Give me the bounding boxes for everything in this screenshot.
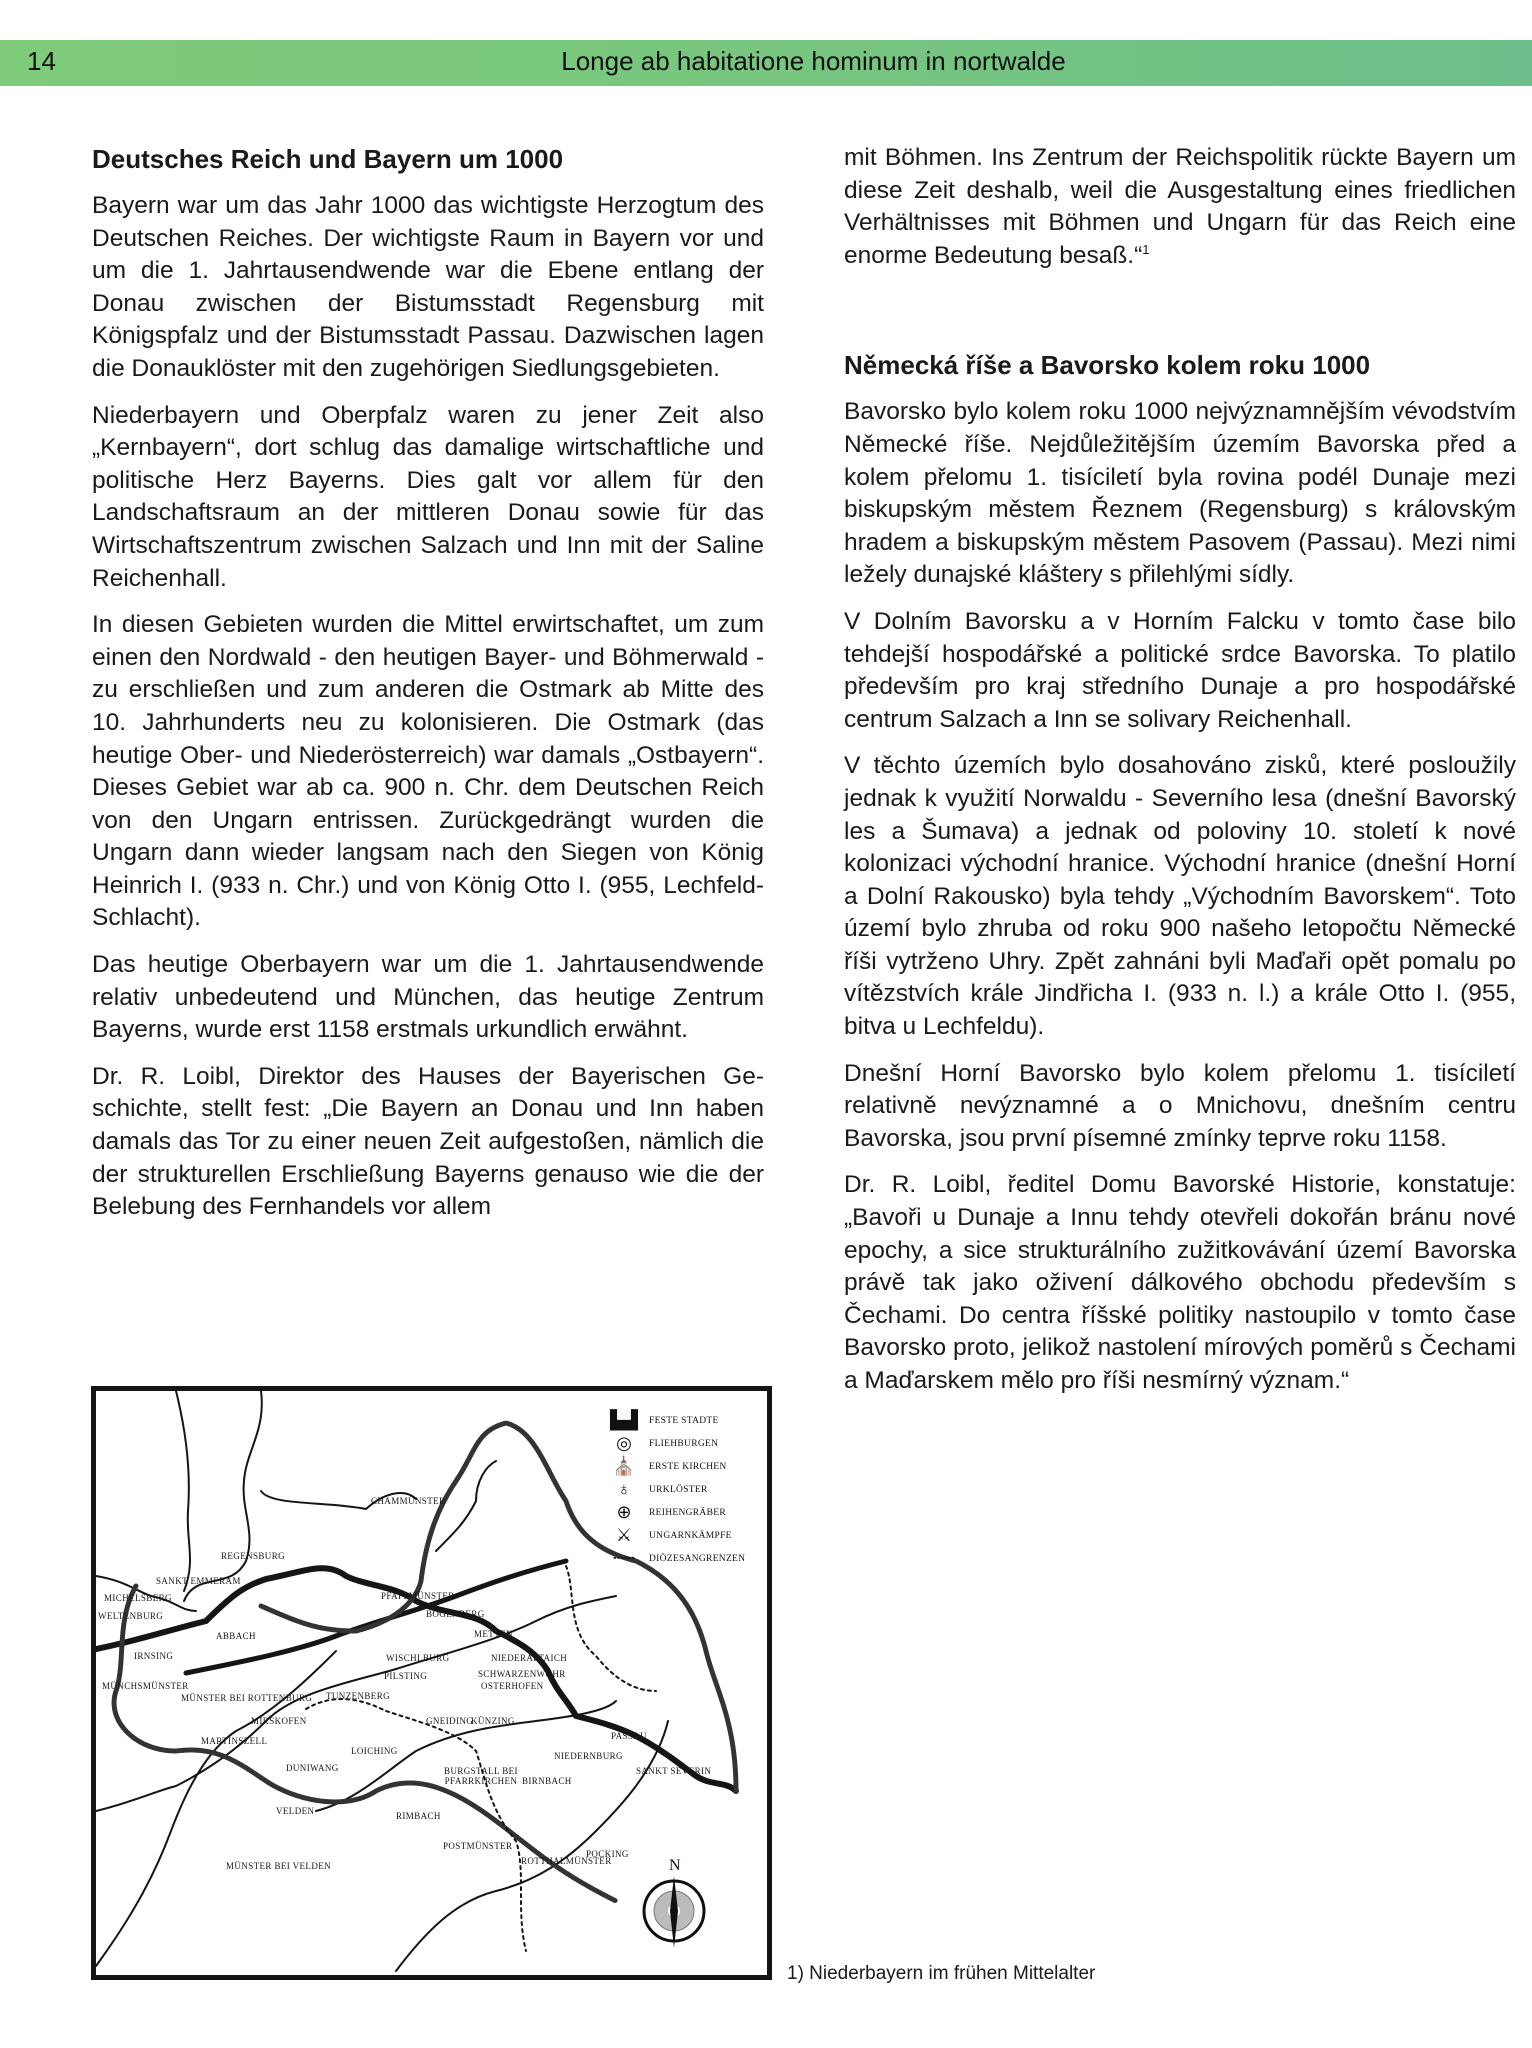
map-place-label: GNEIDING <box>426 1716 474 1726</box>
map-place-label: NIEDERNBURG <box>554 1751 623 1761</box>
german-quote-continuation <box>844 142 1516 272</box>
map-place-label: MÜNSTER BEI VELDEN <box>226 1861 332 1871</box>
german-paragraph: Dr. R. Loibl, Direktor des Hauses der Bayerischen Geschichte, stellt fest: „Die Bayern an Donau und Inn haben damals das Tor zu einer neuen Zeit aufgestoßen, nämlich die der strukturellen Erschließung Bayerns genauso wie die der Belebung des Fernhandels vor allem <box>92 1062 764 1221</box>
map-place-label: IRNSING <box>134 1651 174 1661</box>
map-place-label: SCHWARZENWÖHR <box>478 1669 566 1679</box>
legend-label: UNGARNKÄMPFE <box>649 1530 732 1541</box>
map-place-label: MARTINSZELL <box>201 1736 268 1746</box>
legend-label: FESTE STADTE <box>649 1415 719 1426</box>
map-place-label: SANKT SEVERIN <box>636 1766 712 1776</box>
map-place-label: CHAMMÜNSTER <box>371 1496 446 1506</box>
map-place-label: MÜNCHSMÜNSTER <box>102 1681 189 1691</box>
diocese-border <box>114 1586 616 1901</box>
legend-item <box>609 1524 749 1547</box>
refuge-castle-icon: ◎ <box>616 1433 632 1453</box>
legend-label: FLIEHBURGEN <box>649 1438 719 1449</box>
map-place-label: ABBACH <box>216 1631 256 1641</box>
running-title: Longe ab habitatione hominum in nortwalde <box>561 46 1066 76</box>
map-place-label: BURGSTALL BEI PFARRKIRCHEN <box>444 1766 518 1786</box>
german-paragraph: In diesen Gebieten wurden die Mittel erwirtschaftet, um zum einen den Nordwald - den heutigen Bayer- und Böhmerwald - zu erschließen und zum anderen die Ostmark ab Mitte des 10. Jahrhunderts neu zu kolonisieren. Die Ostmark (das heutige Ober- und Niederösterreich) war damals „Ostbayern“. Dieses Gebiet war ab ca. 900 n. Chr. dem Deutschen Reich von den Ungarn entrissen. Zurückgedrängt wurden die Ungarn dann wieder langsam nach den Siegen von König Heinrich I. (933 n. Chr.) und von König Otto I. (955, Lechfeld-Schlacht). <box>92 611 764 932</box>
dotted-boundary <box>306 1699 526 1951</box>
czech-paragraph: Bavorsko bylo kolem roku 1000 nejvýznamnějším vévodstvím Německé říše. Nejdůležitějším územím Bavorska před a kolem přelomu 1. tisíciletí byla rovina podél Dunaje mezi biskupským městem Řeznem (Regensburg) s královským hradem a biskupským městem Pasovem (Passau). Mezi nimi ležely dunajské kláštery s přilehlými sídly. <box>844 398 1516 589</box>
first-church-icon: ⛪ <box>612 1456 636 1476</box>
map-place-label: KÜNZING <box>471 1716 515 1726</box>
legend-label: REIHENGRÄBER <box>649 1507 726 1518</box>
map-place-label: DUNIWANG <box>286 1763 339 1773</box>
map-place-label: SANKT EMMERAM <box>156 1576 241 1586</box>
legend-item <box>609 1409 749 1432</box>
legend-item <box>609 1478 749 1501</box>
compass-rose-icon <box>634 1856 714 1951</box>
column-spacer <box>844 286 1516 348</box>
compass-north-label: N <box>669 1857 681 1874</box>
legend-item <box>609 1547 749 1570</box>
map-place-label: MIRSKOFEN <box>251 1716 307 1726</box>
fortified-town-icon: ▙▟ <box>610 1410 638 1430</box>
legend-label: URKLÖSTER <box>649 1484 708 1495</box>
map-place-label: POCKING <box>586 1849 629 1859</box>
river-line <box>176 1391 190 1591</box>
map-place-label: RIMBACH <box>396 1811 441 1821</box>
running-header <box>0 40 1532 86</box>
map-place-label: PILSTING <box>384 1671 428 1681</box>
footnote-marker: 1 <box>1142 241 1150 257</box>
map-place-label: NIEDERALTAICH <box>491 1653 568 1663</box>
german-paragraph: Niederbayern und Oberpfalz waren zu jener Zeit also „Kernbayern“, dort schlug das damalige wirtschaftliche und politische Herz Bayerns. Dies galt vor allem für den Landschaftsraum an der mittleren Donau sowie für das Wirtschaftszentrum zwischen Salzach und Inn mit der Saline Reichenhall. <box>92 401 764 592</box>
map-place-label: ROTTHALMÜNSTER <box>521 1856 612 1866</box>
czech-paragraph: Dnešní Horní Bavorsko bylo kolem přelomu 1. tisíciletí relativně nevýznamné a o Mnichovu, dnešním centru Bavorska, jsou první písemné zmínky teprve roku 1158. <box>844 1059 1516 1152</box>
crossed-swords-icon: ⚔ <box>615 1525 633 1545</box>
diocese-border-icon: ┄┄ <box>613 1548 635 1568</box>
map-place-label: BIRNBACH <box>522 1776 572 1786</box>
legend-item <box>609 1455 749 1478</box>
czech-section-heading: Německá říše a Bavorsko kolem roku 1000 <box>844 350 1371 381</box>
map-place-label: WISCHLBURG <box>386 1653 450 1663</box>
map-place-label: WELTENBURG <box>98 1611 164 1621</box>
czech-paragraph: Dr. R. Loibl, ředitel Domu Bavorské Historie, konstatuje: „Bavoři u Dunaje a Innu tehdy otevřeli dokořán bránu nové epochy, a sice strukturálního zužitkovávání území Bavorska právě tak jako oživení dálkového obchodu především s Čechami. Do centra říšské politiky nastoupilo v tomto čase Bavorsko proto, jelikož nastolení mírových poměrů s Čechami a Maďarskem mělo pro říši nesmírný význam.“ <box>844 1171 1516 1394</box>
german-paragraph: Bayern war um das Jahr 1000 das wichtigste Herzogtum des Deutschen Reiches. Der wichtigste Raum in Bayern vor und um die 1. Jahrtausendwende war die Ebene entlang der Donau zwischen der Bistumsstadt Regensburg mit Königspfalz und der Bistumsstadt Passau. Dazwischen lagen die Donauklöster mit den zugehörigen Siedlungsgebieten. <box>92 192 764 382</box>
row-grave-icon: ⊕ <box>616 1502 632 1522</box>
map-place-label: PASSAU <box>611 1731 648 1741</box>
map-place-label: REGENSBURG <box>221 1551 286 1561</box>
map-figure <box>91 1386 772 1980</box>
legend-label: DIÖZESANGRENZEN <box>649 1553 746 1564</box>
german-column <box>92 142 764 1238</box>
czech-column <box>844 142 1516 1412</box>
map-place-label: OSTERHOFEN <box>481 1681 544 1691</box>
map-place-label: TUNZENBERG <box>326 1691 390 1701</box>
page-number: 14 <box>27 46 56 76</box>
map-legend <box>609 1409 749 1570</box>
river-line <box>436 1461 496 1551</box>
czech-paragraph: V těchto územích bylo dosahováno zisků, které posloužily jednak k využití Norwaldu - Severního lesa (dnešní Bavorský les a Šumava) a jednak od poloviny 10. století k nové kolonizaci východní hranice. Východní hranice (dnešní Horní a Dolní Rakousko) byla tehdy „Východním Bavorskem“. Toto území bylo zhruba od roku 900 našeho letopočtu Německé říši vytrženo Uhry. Zpět zahnáni byli Maďaři opět pomalu po vítězstvích krále Jindřicha I. (933 n. l.) a krále Otto I. (955, bitva u Lechfeldu). <box>844 752 1516 1041</box>
early-monastery-icon: ♁ <box>617 1479 631 1499</box>
quote-text: mit Böhmen. Ins Zentrum der Reichspolitik rückte Bayern um diese Zeit deshalb, weil die Ausgestaltung eines friedlichen Verhältnisses mit Böhmen und Ungarn für das Reich eine enorme Bedeutung besaß.“ <box>844 144 1516 269</box>
map-place-label: BOGENBERG <box>426 1609 485 1619</box>
river-line <box>184 1391 262 1601</box>
german-paragraph: Das heutige Oberbayern war um die 1. Jahrtausendwende relativ unbedeutend und München, das heutige Zentrum Bayerns, wurde erst 1158 erstmals urkundlich erwähnt. <box>92 951 764 1044</box>
map-place-label: POSTMÜNSTER <box>443 1841 513 1851</box>
map-place-label: MÜNSTER BEI ROTTENBURG <box>181 1693 313 1703</box>
map-place-label: METTEN <box>474 1629 513 1639</box>
german-section-heading: Deutsches Reich und Bayern um 1000 <box>92 144 564 174</box>
map-place-label: LOICHING <box>351 1746 398 1756</box>
map-place-label: VELDEN <box>276 1806 315 1816</box>
legend-item <box>609 1501 749 1524</box>
legend-label: ERSTE KIRCHEN <box>649 1461 727 1472</box>
map-place-label: MICHELSBERG <box>104 1593 172 1603</box>
czech-paragraph: V Dolním Bavorsku a v Horním Falcku v tomto čase bilo tehdejší hospodářské a politické srdce Bavorska. To platilo především pro kraj středního Dunaje a pro hospodářské centrum Salzach a Inn se solivary Reichenhall. <box>844 607 1516 733</box>
legend-item <box>609 1432 749 1455</box>
map-place-label: PFAFFMÜNSTER <box>381 1591 455 1601</box>
dotted-boundary <box>566 1566 656 1691</box>
figure-caption: 1) Niederbayern im frühen Mittelalter <box>787 1963 1096 1984</box>
